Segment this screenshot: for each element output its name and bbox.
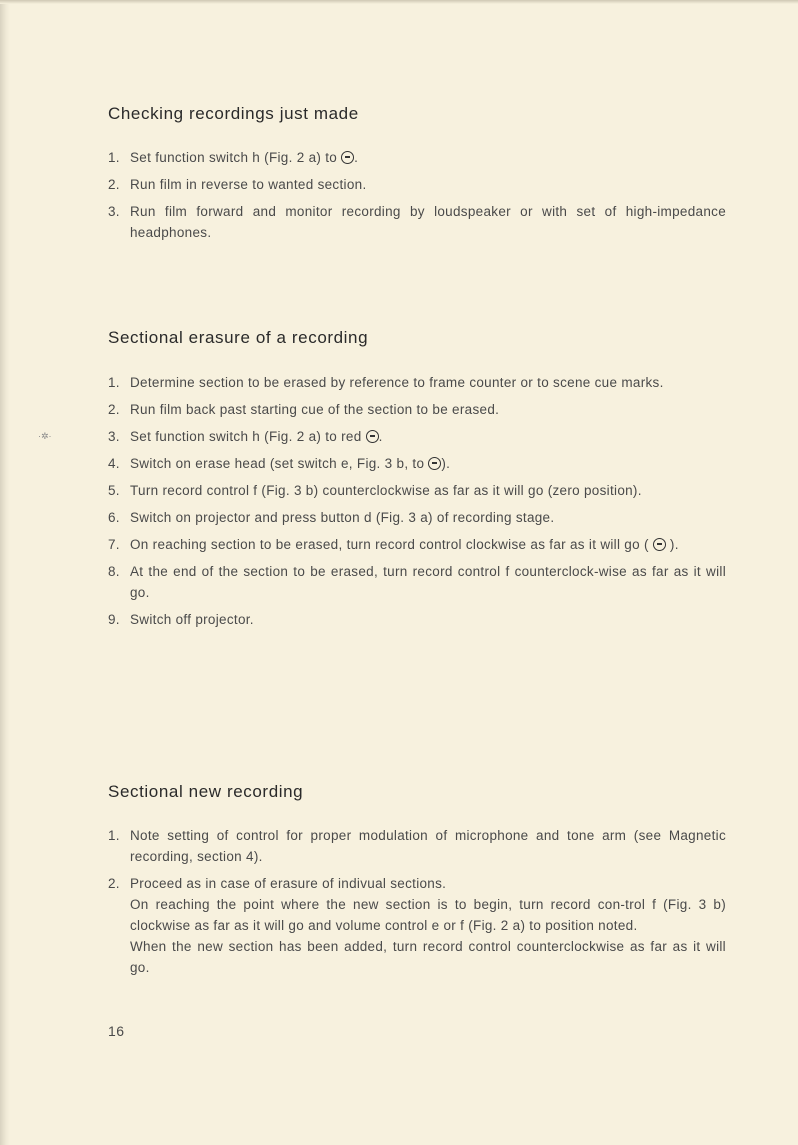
steps-new-recording bbox=[108, 825, 726, 978]
step-item: 7. On reaching section to be erased, turn record control clockwise as far as it will go ( ). bbox=[108, 537, 679, 552]
section-title-erasure: Sectional erasure of a recording bbox=[108, 328, 369, 347]
step-item: 1. Note setting of control for proper modulation of microphone and tone arm (see Magnetic recording, section 4). bbox=[108, 828, 726, 864]
section-title-checking: Checking recordings just made bbox=[108, 104, 359, 123]
step-item: 4. Switch on erase head (set switch e, Fig. 3 b, to ). bbox=[108, 456, 451, 471]
step-item: 8. At the end of the section to be erased, turn record control f counterclock-wise as far as it will go. bbox=[108, 564, 726, 600]
step-item: 1. Determine section to be erased by reference to frame counter or to scene cue marks. bbox=[108, 375, 664, 390]
step-item: 2. Run film back past starting cue of the section to be erased. bbox=[108, 402, 500, 417]
binding-edge bbox=[0, 0, 10, 1145]
page-number: 16 bbox=[108, 1023, 125, 1039]
step-item: 3. Run film forward and monitor recording by loudspeaker or with set of high-impedance headphones. bbox=[108, 204, 726, 240]
step-item: 6. Switch on projector and press button d (Fig. 3 a) of recording stage. bbox=[108, 510, 555, 525]
step-item: 1. Set function switch h (Fig. 2 a) to . bbox=[108, 150, 359, 165]
erase-symbol-icon bbox=[428, 457, 441, 470]
step-item: 2. Run film in reverse to wanted section. bbox=[108, 177, 367, 192]
step-item: 3. Set function switch h (Fig. 2 a) to red . bbox=[108, 429, 383, 444]
step-item: 9. Switch off projector. bbox=[108, 612, 254, 627]
steps-erasure bbox=[108, 372, 726, 630]
step-item: 5. Turn record control f (Fig. 3 b) counterclockwise as far as it will go (zero position). bbox=[108, 483, 642, 498]
erase-symbol-icon bbox=[653, 538, 666, 551]
step-item: 2. Proceed as in case of erasure of indivual sections. On reaching the point where the new section is to begin, turn record con-trol f (Fig. 3 b) clockwise as far as it will go and volume control e or f (Fig. 2 a) to position noted. When the new section has been added, turn record control counterclockwise as far as it will go. bbox=[108, 876, 726, 975]
record-symbol-icon bbox=[366, 430, 379, 443]
steps-checking bbox=[108, 147, 726, 243]
section-title-new-recording: Sectional new recording bbox=[108, 782, 304, 801]
margin-mark: ·✲· bbox=[38, 431, 52, 441]
play-symbol-icon bbox=[341, 151, 354, 164]
top-edge bbox=[0, 0, 798, 4]
